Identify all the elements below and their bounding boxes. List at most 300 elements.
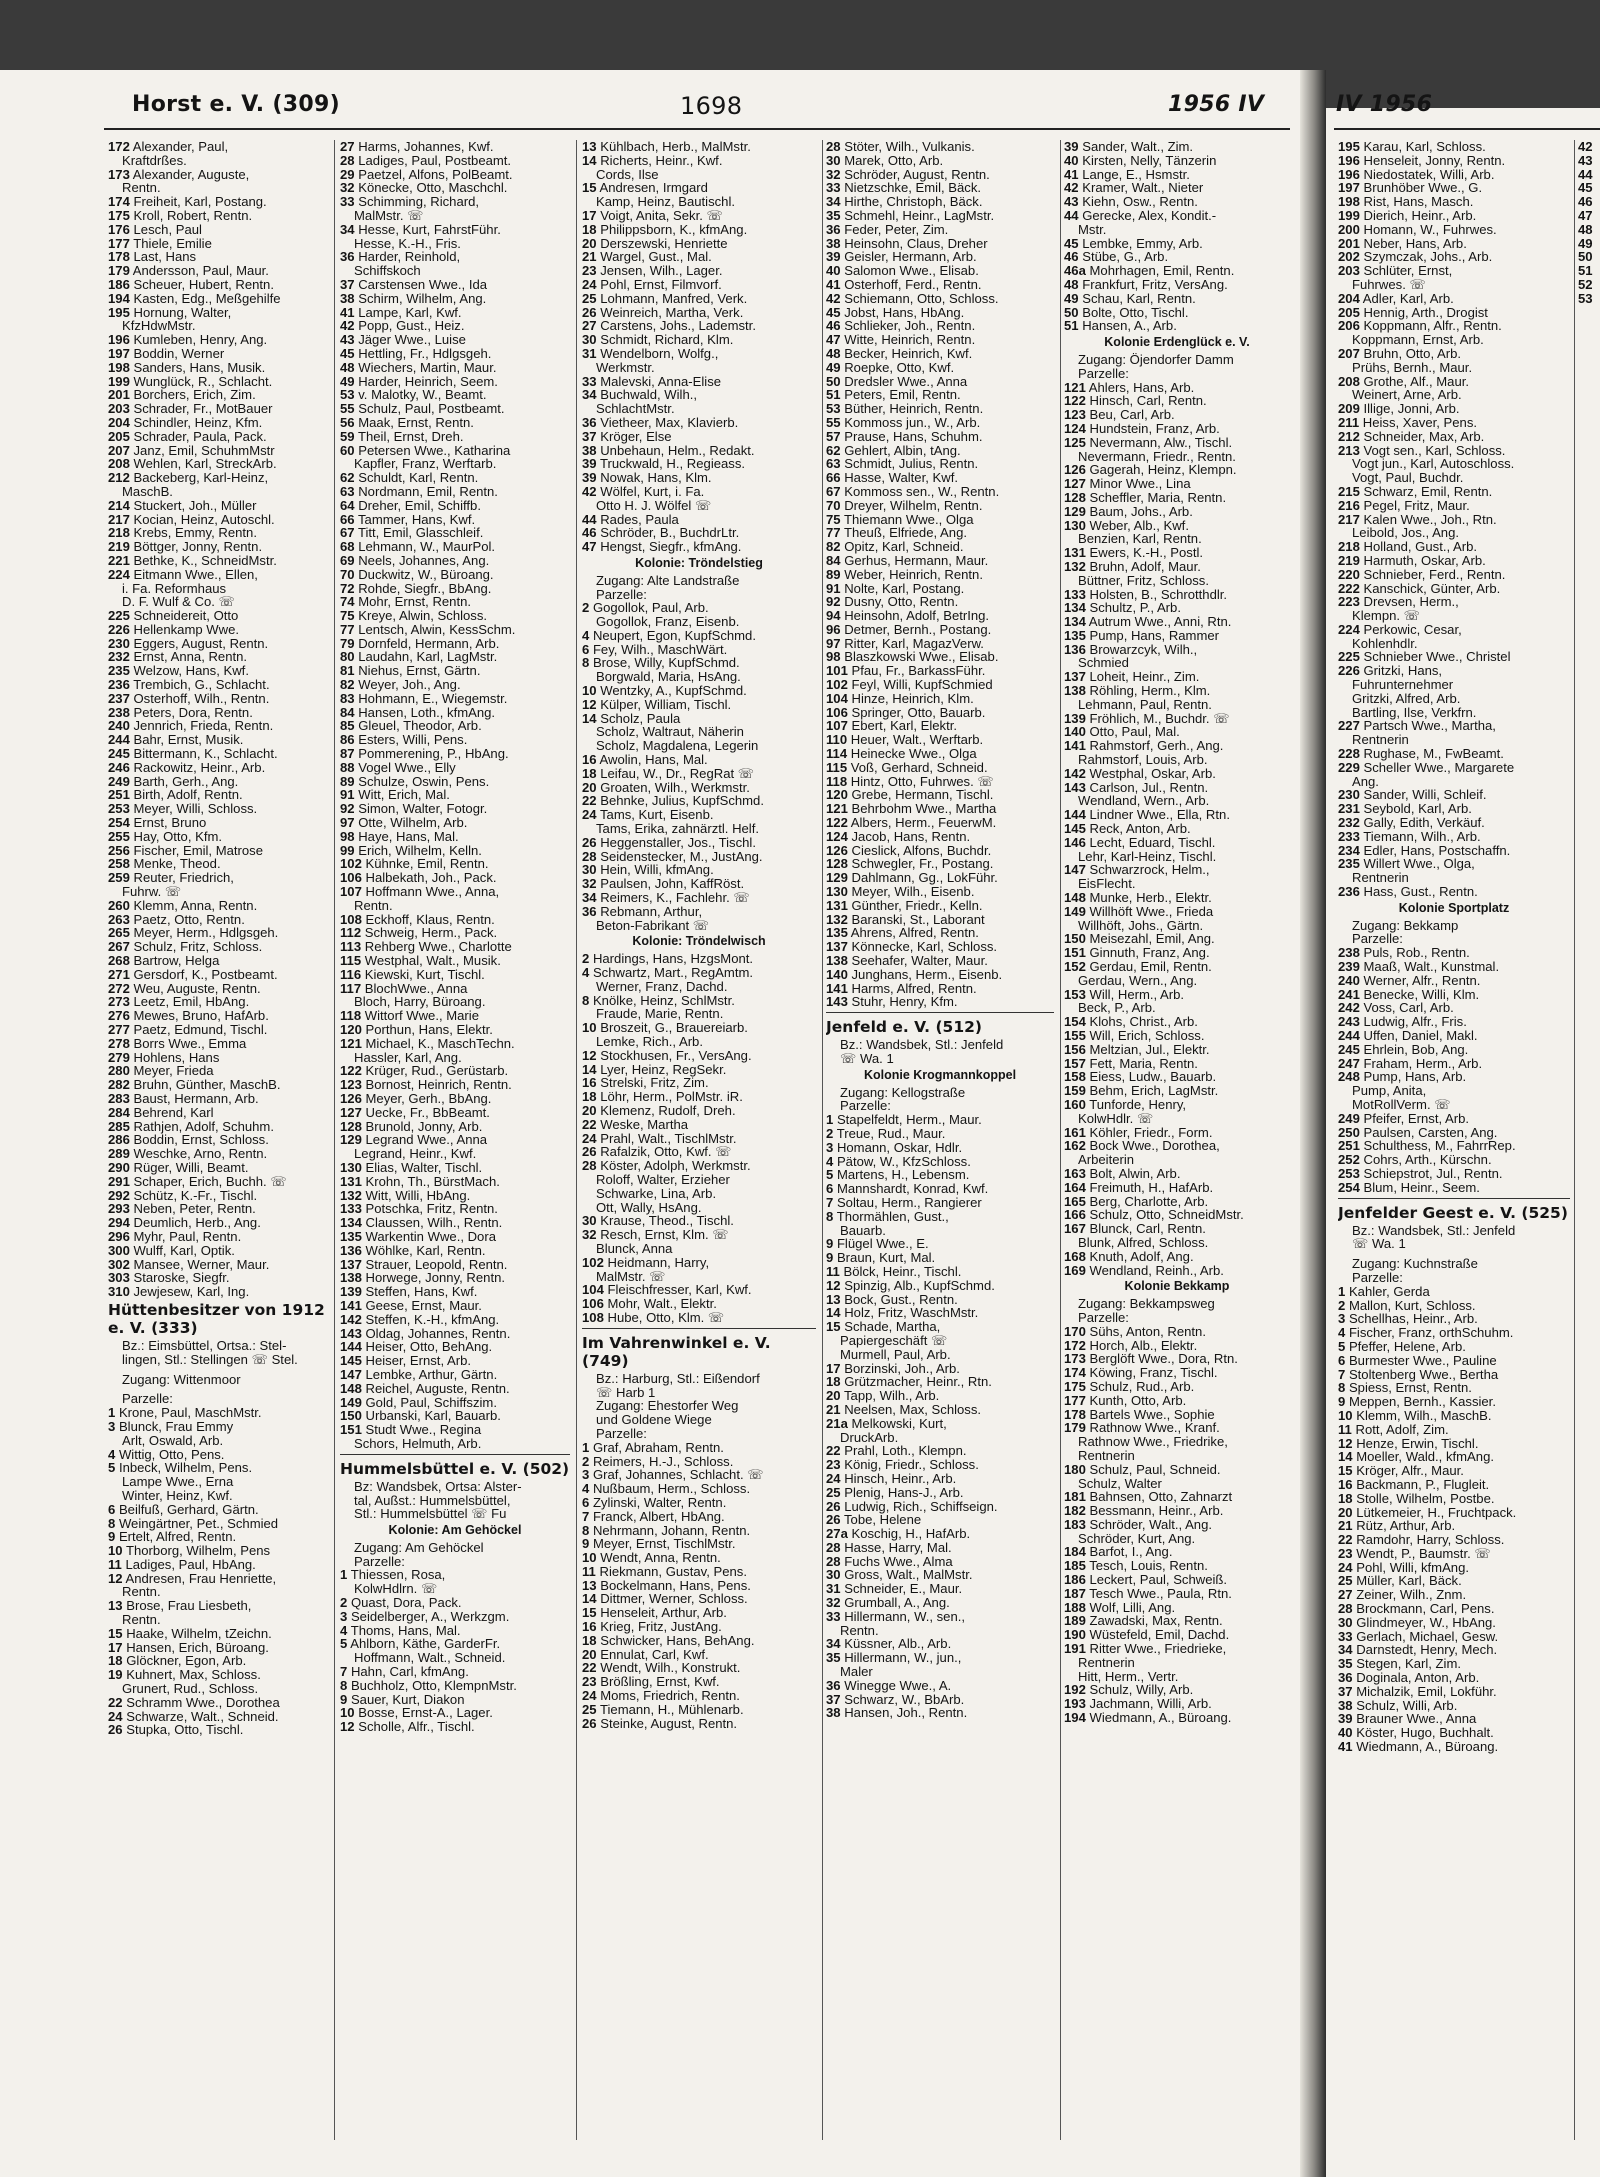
entry-text: Haye, Hans, Mal.: [358, 828, 459, 844]
entry-text: Scholz, Waltraut, Näherin: [596, 724, 744, 740]
plot-number: 249: [1338, 1110, 1360, 1126]
directory-entry: [340, 1423, 570, 1437]
directory-entry: [826, 664, 1054, 678]
entry-text: Graf, Johannes, Schlacht. ☏: [592, 1467, 764, 1483]
plot-number: 30: [826, 1567, 841, 1583]
entry-text: tal, Außst.: Hummelsbüttel,: [354, 1492, 511, 1508]
directory-entry: [826, 1458, 1054, 1472]
entry-text: Wehlen, Karl, StreckArb.: [133, 456, 277, 472]
directory-entry: [1338, 568, 1570, 582]
directory-entry: [1064, 739, 1290, 753]
plot-number: 12: [1338, 1435, 1353, 1451]
directory-entry: [108, 650, 328, 664]
directory-entry: [1338, 1671, 1570, 1685]
directory-entry: [1338, 209, 1570, 223]
plot-number: 139: [340, 1284, 362, 1300]
directory-entry: [1338, 237, 1570, 251]
directory-entry: [582, 601, 816, 615]
directory-entry: [340, 1078, 570, 1092]
plot-number: 10: [108, 1543, 123, 1559]
directory-entry: [1064, 1421, 1290, 1435]
directory-entry: [1064, 1264, 1290, 1278]
entry-text: Jensen, Wilh., Lager.: [600, 263, 723, 279]
plot-number: 271: [108, 966, 130, 982]
entry-text: Treue, Rud., Maur.: [836, 1125, 946, 1141]
entry-text: Reichel, Auguste, Rentn.: [365, 1380, 510, 1396]
directory-entry: [826, 913, 1054, 927]
entry-text: Beton-Fabrikant ☏: [596, 917, 710, 933]
plot-number: 82: [340, 677, 355, 693]
plot-number: 18: [582, 221, 597, 237]
entry-text: Bauarb.: [840, 1222, 886, 1238]
directory-entry: [108, 1420, 328, 1434]
plot-number: 7: [1338, 1366, 1346, 1382]
entry-text: Brose, Frau Liesbeth,: [126, 1598, 252, 1614]
entry-text: Pfeffer, Helene, Arb.: [1348, 1338, 1466, 1354]
directory-entry: [340, 1706, 570, 1720]
plot-number: 26: [582, 1715, 597, 1731]
directory-entry: [108, 719, 328, 733]
directory-entry: [108, 1147, 328, 1161]
plot-number: 280: [108, 1063, 130, 1079]
entry-text: Lampe Wwe., Erna: [122, 1474, 234, 1490]
entry-text: Welzow, Hans, Kwf.: [133, 663, 249, 679]
directory-entry: [108, 444, 328, 458]
entry-text: Voigt, Anita, Sekr. ☏: [600, 207, 723, 223]
entry-text: Halbekath, Joh., Pack.: [365, 870, 497, 886]
entry-text: Pohl, Willi, kfmAng.: [1356, 1559, 1469, 1575]
directory-entry: [108, 857, 328, 871]
entry-text: Malevski, Anna-Elise: [600, 373, 722, 389]
plot-number: 81: [340, 663, 355, 679]
entry-text: Köster, Hugo, Buchhalt.: [1356, 1725, 1494, 1741]
plot-number: 215: [1338, 483, 1360, 499]
entry-text: Meisezahl, Emil, Ang.: [1089, 931, 1215, 947]
entry-text: Hillermann, W., jun.,: [844, 1650, 962, 1666]
entry-text: Janz, Emil, SchuhmMstr: [133, 442, 275, 458]
plot-number: 176: [108, 221, 130, 237]
plot-number: 218: [108, 525, 130, 541]
plot-number: 289: [108, 1146, 130, 1162]
directory-entry: [826, 1637, 1054, 1651]
directory-entry: [340, 664, 570, 678]
plot-number: 153: [1064, 986, 1086, 1002]
directory-entry: [826, 568, 1054, 582]
directory-entry: [1064, 863, 1290, 877]
directory-entry: [1064, 932, 1290, 946]
entry-text: Mohr, Ernst, Rentn.: [358, 594, 472, 610]
directory-entry: [340, 140, 570, 154]
entry-text: Bz.: Wandsbek, Stl.: Jenfeld: [840, 1037, 1004, 1053]
entry-text: Zugang: Öjendorfer Damm: [1078, 351, 1234, 367]
plot-number: 138: [826, 953, 848, 969]
plot-number: 112: [340, 925, 362, 941]
plot-number: 12: [582, 696, 597, 712]
entry-text: Peters, Emil, Rentn.: [844, 387, 961, 403]
directory-entry: [582, 292, 816, 306]
plot-number: 47: [1578, 207, 1593, 223]
plot-number: 33: [582, 373, 597, 389]
directory-entry: [340, 1480, 570, 1494]
entry-text: Gritzki, Hans,: [1363, 663, 1443, 679]
directory-entry: [1064, 450, 1290, 464]
plot-number: 220: [1338, 566, 1360, 582]
entry-text: Bolt, Alwin, Arb.: [1089, 1165, 1181, 1181]
directory-entry: [1338, 554, 1570, 568]
directory-entry: [108, 1175, 328, 1189]
entry-text: Niedostatek, Willi, Arb.: [1363, 166, 1495, 182]
plot-number: 253: [1338, 1165, 1360, 1181]
plot-number: 9: [108, 1529, 116, 1545]
entry-text: Sauer, Kurt, Diakon: [350, 1691, 465, 1707]
directory-entry: [1338, 637, 1570, 651]
plot-number: 25: [1338, 1573, 1353, 1589]
plot-number: 59: [340, 428, 355, 444]
plot-number: 238: [1338, 945, 1360, 961]
directory-entry: [826, 1610, 1054, 1624]
plot-number: 24: [108, 1708, 123, 1724]
plot-number: 8: [1338, 1380, 1346, 1396]
directory-entry: [826, 181, 1054, 195]
directory-entry: [340, 830, 570, 844]
directory-entry: [582, 306, 816, 320]
entry-text: Eiess, Ludw., Bauarb.: [1089, 1069, 1217, 1085]
plot-number: 27: [340, 140, 355, 154]
entry-text: Osterhoff, Ferd., Rentn.: [844, 276, 982, 292]
directory-entry: [1064, 1195, 1290, 1209]
column-divider: [576, 140, 577, 2140]
plot-number: 137: [340, 1256, 362, 1272]
directory-entry: [582, 1132, 816, 1146]
directory-entry: [582, 1270, 816, 1284]
plot-number: 1: [108, 1405, 116, 1421]
colony-heading: Kolonie: Tröndelstieg: [635, 555, 763, 570]
directory-entry: [340, 1396, 570, 1410]
plot-number: 107: [826, 718, 848, 734]
entry-text: Schulz, Walter: [1078, 1475, 1162, 1491]
plot-number: 9: [1338, 1394, 1346, 1410]
directory-entry: [826, 444, 1054, 458]
directory-entry: [108, 540, 328, 554]
directory-entry: [1338, 844, 1570, 858]
entry-text: Lembke, Arthur, Gärtn.: [365, 1366, 498, 1382]
entry-text: Hundstein, Franz, Arb.: [1089, 420, 1220, 436]
plot-number: 62: [826, 442, 841, 458]
page-header-title: Horst e. V. (309): [132, 92, 340, 117]
plot-number: 167: [1064, 1221, 1086, 1237]
plot-number: 142: [1064, 765, 1086, 781]
entry-text: Lange, E., Hsmstr.: [1082, 166, 1190, 182]
directory-entry: [108, 1696, 328, 1710]
entry-text: Arbeiterin: [1078, 1152, 1135, 1168]
plot-number: 27: [582, 318, 597, 334]
directory-entry: [1338, 1084, 1570, 1098]
colony-heading: Kolonie: Am Gehöckel: [388, 1523, 522, 1538]
plot-number: 241: [1338, 986, 1360, 1002]
plot-number: 255: [108, 828, 130, 844]
entry-text: KolwHdlrn. ☏: [354, 1581, 438, 1597]
plot-number: 256: [108, 842, 130, 858]
directory-entry: [108, 995, 328, 1009]
directory-entry: [582, 264, 816, 278]
directory-entry: [582, 1187, 816, 1201]
directory-entry: [1064, 1057, 1290, 1071]
entry-text: Scholz, Magdalena, Legerin: [596, 738, 759, 754]
plot-number: 164: [1064, 1179, 1086, 1195]
directory-entry: [1338, 1409, 1570, 1423]
entry-text: Becker, Heinrich, Kwf.: [844, 345, 973, 361]
directory-entry: [108, 195, 328, 209]
plot-number: 10: [582, 1550, 597, 1566]
plot-number: 38: [826, 235, 841, 251]
entry-text: Wulff, Karl, Optik.: [133, 1242, 235, 1258]
directory-entry: [108, 747, 328, 761]
entry-text: Otto H. J. Wölfel ☏: [596, 497, 712, 513]
directory-entry: [1064, 1208, 1290, 1222]
directory-entry: [826, 954, 1054, 968]
directory-entry: [340, 319, 570, 333]
directory-entry: [826, 154, 1054, 168]
plot-number: 15: [582, 180, 597, 196]
plot-number: 236: [1338, 884, 1360, 900]
entry-text: Boddin, Ernst, Schloss.: [133, 1132, 269, 1148]
entry-text: Weschke, Arno, Rentn.: [133, 1146, 268, 1162]
entry-text: Maak, Ernst, Rentn.: [358, 414, 474, 430]
plot-number: 46: [826, 318, 841, 334]
year-label: 1956 IV: [1168, 92, 1265, 117]
directory-entry: [108, 1613, 328, 1627]
plot-number: 28: [826, 1553, 841, 1569]
directory-entry: [1338, 1237, 1570, 1251]
entry-text: Dornfeld, Hermann, Arb.: [358, 635, 500, 651]
plot-number: 239: [1338, 959, 1360, 975]
entry-text: Franck, Albert, HbAng.: [592, 1508, 725, 1524]
entry-text: Partsch Wwe., Martha,: [1363, 718, 1496, 734]
directory-entry: [1578, 168, 1600, 182]
entry-text: Fuhrwes. ☏: [1352, 276, 1426, 292]
directory-entry: [1338, 416, 1570, 430]
entry-text: Brose, Willy, KupfSchmd.: [592, 655, 740, 671]
directory-entry: [826, 333, 1054, 347]
directory-entry: [582, 966, 816, 980]
entry-text: Behnke, Julius, KupfSchmd.: [600, 793, 764, 809]
entry-text: Bruhn, Otto, Arb.: [1363, 345, 1462, 361]
entry-text: Gogollok, Paul, Arb.: [592, 600, 709, 616]
plot-number: 250: [1338, 1124, 1360, 1140]
directory-entry: [582, 168, 816, 182]
directory-entry: [582, 499, 816, 513]
plot-number: 17: [108, 1639, 123, 1655]
plot-number: 236: [108, 677, 130, 693]
directory-entry: [1338, 885, 1570, 899]
directory-entry: [1338, 223, 1570, 237]
directory-entry: [1338, 1740, 1570, 1754]
entry-text: Thiessen, Rosa,: [350, 1567, 446, 1583]
directory-entry: [340, 306, 570, 320]
entry-text: Strelski, Fritz, Zim.: [600, 1075, 709, 1091]
directory-entry: [826, 995, 1054, 1009]
plot-number: 39: [582, 470, 597, 486]
plot-number: 126: [340, 1090, 362, 1106]
entry-text: Jennrich, Frieda, Rentn.: [133, 718, 274, 734]
entry-text: Weyer, Joh., Ang.: [358, 677, 461, 693]
directory-entry: [1578, 223, 1600, 237]
plot-number: 11: [582, 1563, 596, 1579]
directory-entry: [1064, 463, 1290, 477]
directory-entry: [1338, 140, 1570, 154]
entry-text: Ramdohr, Harry, Schloss.: [1356, 1532, 1505, 1548]
entry-text: Heiss, Xaver, Pens.: [1362, 414, 1478, 430]
entry-text: Dittmer, Werner, Schloss.: [600, 1591, 748, 1607]
plot-number: 162: [1064, 1138, 1086, 1154]
directory-entry: [340, 802, 570, 816]
entry-text: Carlson, Jul., Rentn.: [1089, 779, 1209, 795]
plot-number: 14: [1338, 1449, 1353, 1465]
entry-text: Ritter Wwe., Friedrieke,: [1089, 1641, 1227, 1657]
entry-text: Schors, Helmuth, Arb.: [354, 1435, 482, 1451]
directory-entry: [108, 1161, 328, 1175]
directory-entry: [340, 1494, 570, 1508]
directory-entry: [826, 471, 1054, 485]
entry-text: Fey, Wilh., MaschWärt.: [592, 641, 728, 657]
directory-entry: [108, 692, 328, 706]
plot-number: 118: [826, 773, 848, 789]
entry-text: Hasse, Walter, Kwf.: [844, 470, 958, 486]
directory-entry: [1064, 1683, 1290, 1697]
entry-text: Schellhas, Heinr., Arb.: [1348, 1311, 1478, 1327]
directory-entry: [582, 457, 816, 471]
directory-entry: [340, 1258, 570, 1272]
plot-number: 22: [582, 1660, 597, 1676]
book-gutter: [1300, 70, 1326, 2177]
directory-entry: [1064, 353, 1290, 367]
plot-number: 174: [1064, 1365, 1086, 1381]
directory-entry: [340, 1313, 570, 1327]
entry-text: Henze, Erwin, Tischl.: [1356, 1435, 1479, 1451]
plot-number: 28: [1338, 1601, 1353, 1617]
plot-number: 246: [108, 759, 130, 775]
directory-entry: [1338, 264, 1570, 278]
entry-text: Meyer, Wilh., Eisenb.: [851, 884, 975, 900]
plot-number: 120: [826, 787, 848, 803]
plot-number: 193: [1064, 1696, 1086, 1712]
plot-number: 170: [1064, 1323, 1086, 1339]
entry-text: D. F. Wulf & Co. ☏: [122, 594, 235, 610]
directory-entry: [826, 1706, 1054, 1720]
plot-number: 22: [826, 1443, 841, 1459]
plot-number: 30: [582, 1213, 597, 1229]
plot-number: 45: [340, 345, 355, 361]
directory-entry: [340, 1596, 570, 1610]
directory-entry: [340, 940, 570, 954]
directory-entry: [582, 1717, 816, 1731]
plot-number: 11: [826, 1263, 840, 1279]
entry-text: Hirthe, Christoph, Bäck.: [844, 194, 983, 210]
entry-text: Weinreich, Martha, Verk.: [600, 304, 744, 320]
entry-text: Baust, Hermann, Arb.: [133, 1090, 259, 1106]
directory-entry: [1064, 1222, 1290, 1236]
directory-entry: [582, 513, 816, 527]
directory-entry: [1578, 154, 1600, 168]
plot-number: 43: [1578, 152, 1593, 168]
directory-entry: [582, 1468, 816, 1482]
plot-number: 244: [108, 732, 130, 748]
directory-entry: [826, 1568, 1054, 1582]
directory-entry: [826, 1251, 1054, 1265]
entry-text: Gersdorf, K., Postbeamt.: [133, 966, 278, 982]
directory-entry: [582, 1256, 816, 1270]
directory-entry: [108, 609, 328, 623]
entry-text: Parzelle:: [1352, 1269, 1403, 1285]
plot-number: 138: [1064, 683, 1086, 699]
directory-entry: [826, 1086, 1054, 1100]
directory-entry: [340, 333, 570, 347]
plot-number: 240: [108, 718, 130, 734]
entry-text: Rackowitz, Heinr., Arb.: [133, 759, 266, 775]
plot-number: 5: [108, 1460, 116, 1476]
plot-number: 173: [1064, 1351, 1086, 1367]
entry-text: Pohl, Ernst, Filmvorf.: [600, 276, 722, 292]
directory-entry: [826, 761, 1054, 775]
plot-number: 130: [340, 1159, 362, 1175]
entry-text: Melkowski, Kurt,: [851, 1415, 947, 1431]
right-header-rule: [1334, 128, 1600, 130]
entry-text: Schulz, Otto, SchneidMstr.: [1089, 1207, 1244, 1223]
entry-text: Buchholz, Otto, KlempnMstr.: [350, 1677, 517, 1693]
entry-text: MotRollVerm. ☏: [1352, 1096, 1451, 1112]
directory-entry: [1578, 209, 1600, 223]
plot-number: 3: [108, 1418, 116, 1434]
directory-entry: [1064, 670, 1290, 684]
directory-entry: [582, 1524, 816, 1538]
entry-text: Schröder, August, Rentn.: [844, 166, 990, 182]
plot-number: 141: [1064, 738, 1086, 754]
entry-text: Hansen, Joh., Rentn.: [844, 1705, 968, 1721]
entry-text: Bockelmann, Hans, Pens.: [600, 1577, 751, 1593]
entry-text: Gold, Paul, Schiffszim.: [365, 1394, 497, 1410]
plot-number: 6: [108, 1501, 116, 1517]
directory-entry: [1064, 519, 1290, 533]
directory-entry: [1338, 471, 1570, 485]
directory-entry: [826, 1279, 1054, 1293]
entry-text: Munke, Herb., Elektr.: [1089, 890, 1212, 906]
plot-number: 39: [1338, 1711, 1353, 1727]
directory-entry: [340, 623, 570, 637]
entry-text: Reimers, H.-J., Schloss.: [592, 1453, 734, 1469]
plot-number: 36: [826, 221, 841, 237]
plot-number: 43: [1064, 194, 1079, 210]
plot-number: 212: [1338, 428, 1360, 444]
directory-entry: [108, 913, 328, 927]
entry-text: Cohrs, Arth., Kürschn.: [1363, 1152, 1492, 1168]
plot-number: 126: [826, 842, 848, 858]
entry-text: Büttner, Fritz, Schloss.: [1078, 572, 1209, 588]
plot-number: 124: [826, 828, 848, 844]
entry-text: Myhr, Paul, Rentn.: [133, 1228, 242, 1244]
entry-text: Rentnerin: [1078, 1654, 1135, 1670]
entry-text: Stl.: Hummelsbüttel ☏ Fu: [354, 1506, 507, 1522]
directory-entry: [826, 1472, 1054, 1486]
plot-number: 4: [582, 965, 590, 981]
entry-text: Tesch Wwe., Paula, Rtn.: [1089, 1585, 1232, 1601]
plot-number: 18: [1338, 1490, 1353, 1506]
entry-text: Seidelberger, A., Werkzgm.: [350, 1608, 510, 1624]
entry-text: Hansen, Loth., kfmAng.: [358, 704, 496, 720]
directory-entry: [826, 292, 1054, 306]
directory-entry: [1338, 1437, 1570, 1451]
directory-entry: [826, 802, 1054, 816]
entry-text: Hennig, Arth., Drogist: [1363, 304, 1488, 320]
